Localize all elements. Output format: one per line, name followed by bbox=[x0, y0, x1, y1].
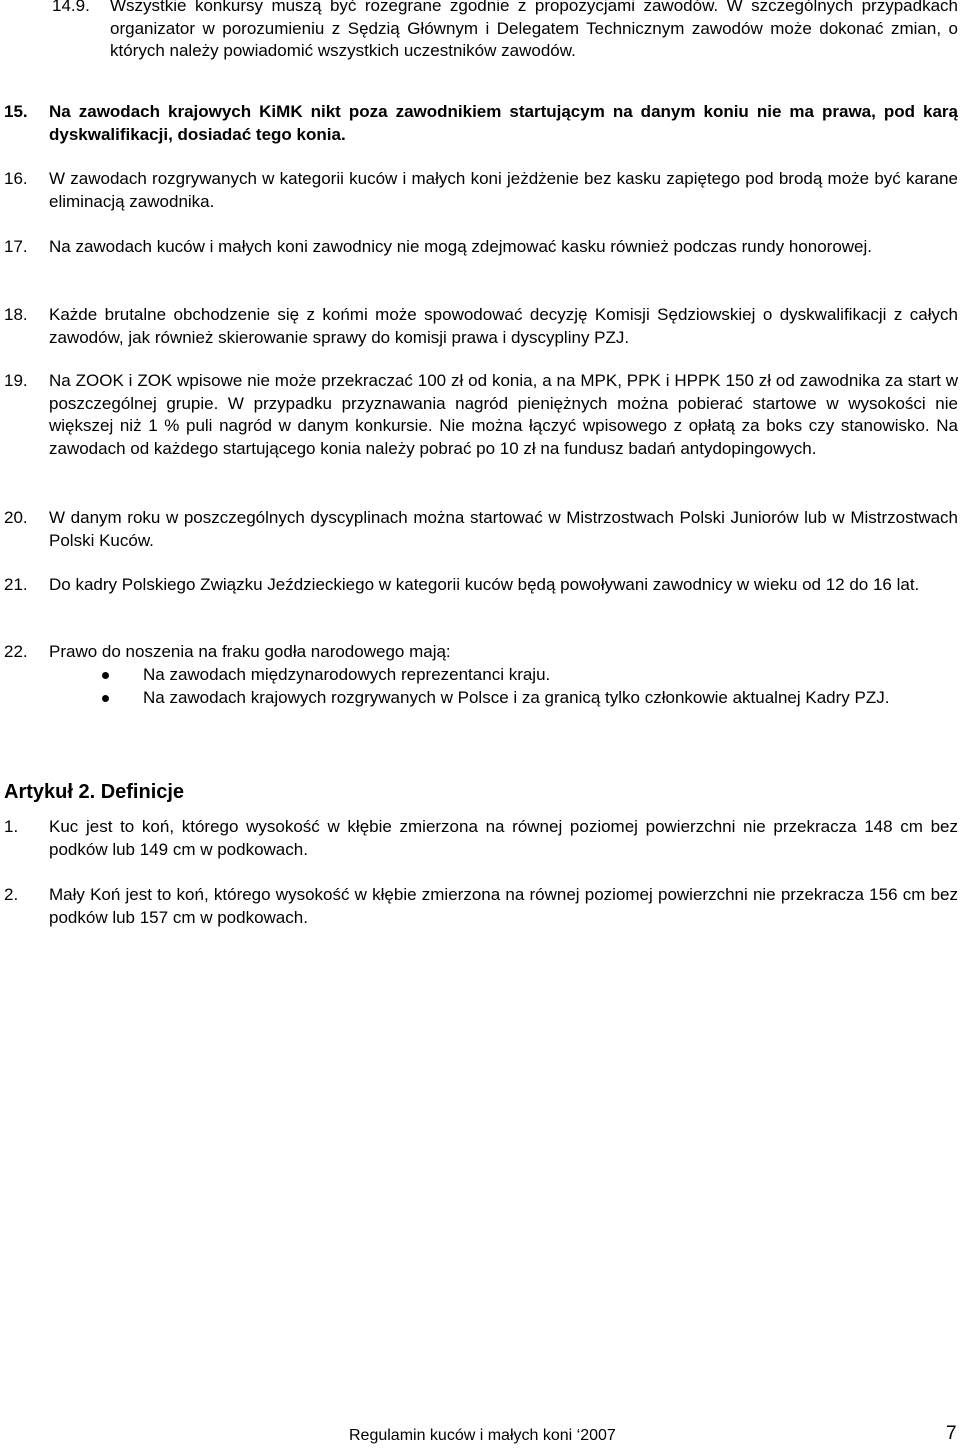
rule-number: 21. bbox=[4, 575, 28, 594]
rule-item-18 bbox=[0, 304, 958, 349]
rule-number: 14.9. bbox=[52, 0, 90, 15]
rule-number: 16. bbox=[4, 169, 28, 188]
rule-text: Na zawodach krajowych KiMK nikt poza zawodnikiem startującym na danym koniu nie ma prawa, pod karą dyskwalifikacji, dosiadać tego konia. bbox=[49, 102, 958, 144]
rule-text: W danym roku w poszczególnych dyscyplinach można startować w Mistrzostwach Polski Juniorów lub w Mistrzostwach Polski Kuców. bbox=[49, 508, 958, 550]
rule-number: 18. bbox=[4, 305, 28, 324]
definition-text: Mały Koń jest to koń, którego wysokość w kłębie zmierzona na równej poziomej powierzchni nie przekracza 156 cm bez podków lub 157 cm w podkowach. bbox=[49, 885, 958, 927]
list-item bbox=[0, 687, 958, 710]
rule-number: 20. bbox=[4, 508, 28, 527]
bullet-icon bbox=[102, 695, 109, 702]
bullet-icon bbox=[102, 672, 109, 679]
definition-text: Kuc jest to koń, którego wysokość w kłębie zmierzona na równej poziomej powierzchni nie przekracza 148 cm bez podków lub 149 cm w podkowach. bbox=[49, 817, 958, 859]
article-heading: Artykuł 2. Definicje bbox=[4, 781, 185, 803]
list-item bbox=[0, 664, 958, 687]
rule-text: Do kadry Polskiego Związku Jeździeckiego w kategorii kuców będą powoływani zawodnicy w wieku od 12 do 16 lat. bbox=[49, 575, 920, 594]
rule-number: 15. bbox=[4, 102, 28, 121]
rule-text: W zawodach rozgrywanych w kategorii kuców i małych koni jeżdżenie bez kasku zapiętego pod brodą może być karane eliminacją zawodnika. bbox=[49, 169, 958, 211]
rule-item-16 bbox=[0, 168, 958, 213]
bullet-list bbox=[0, 664, 958, 709]
rule-text: Na zawodach kuców i małych koni zawodnicy nie mogą zdejmować kasku również podczas rundy honorowej. bbox=[49, 237, 873, 256]
definition-number: 1. bbox=[4, 817, 19, 836]
rule-text: Prawo do noszenia na fraku godła narodowego mają: bbox=[49, 642, 451, 661]
page-number: 7 bbox=[946, 1423, 957, 1444]
page-footer bbox=[0, 1423, 960, 1447]
rule-item-17 bbox=[0, 236, 958, 259]
rule-item-19 bbox=[0, 370, 958, 460]
rule-number: 17. bbox=[4, 237, 28, 256]
bullet-text: Na zawodach międzynarodowych reprezentanci kraju. bbox=[143, 665, 551, 684]
rule-item-21 bbox=[0, 574, 958, 597]
definition-number: 2. bbox=[4, 885, 19, 904]
bullet-text: Na zawodach krajowych rozgrywanych w Polsce i za granicą tylko członkowie aktualnej Kadry PZJ. bbox=[143, 687, 890, 707]
definition-item-2 bbox=[0, 884, 958, 929]
rule-text: Na ZOOK i ZOK wpisowe nie może przekraczać 100 zł od konia, a na MPK, PPK i HPPK 150 zł od zawodnika za start w poszczególnej grupie. W przypadku przyznawania nagród pieniężnych można pobierać startowe w wysokości nie większej niż 1 % puli nagród w danym konkursie. Nie można łączyć wpisowego z opłatą za boks czy stanowisko. Na zawodach od każdego startującego konia należy pobrać po 10 zł na fundusz badań antydopingowych. bbox=[49, 371, 958, 458]
rule-text: Każde brutalne obchodzenie się z końmi może spowodować decyzję Komisji Sędziowskiej o dyskwalifikacji z całych zawodów, jak również skierowanie sprawy do komisji prawa i dyscypliny PZJ. bbox=[49, 305, 958, 347]
rule-text: Wszystkie konkursy muszą być rozegrane zgodnie z propozycjami zawodów. W szczególnych przypadkach organizator w porozumieniu z Sędzią Głównym i Delegatem Technicznym zawodów może dokonać zmian, o których należy powiadomić wszystkich uczestników zawodów. bbox=[110, 0, 958, 60]
rule-item-14-9 bbox=[0, 0, 958, 63]
definition-item-1 bbox=[0, 816, 958, 861]
rule-item-15 bbox=[0, 101, 958, 146]
rule-number: 22. bbox=[4, 642, 28, 661]
rule-number: 19. bbox=[4, 371, 28, 390]
rule-item-22 bbox=[0, 641, 958, 664]
rule-item-20 bbox=[0, 507, 958, 552]
footer-title: Regulamin kuców i małych koni ‘2007 bbox=[349, 1427, 616, 1444]
